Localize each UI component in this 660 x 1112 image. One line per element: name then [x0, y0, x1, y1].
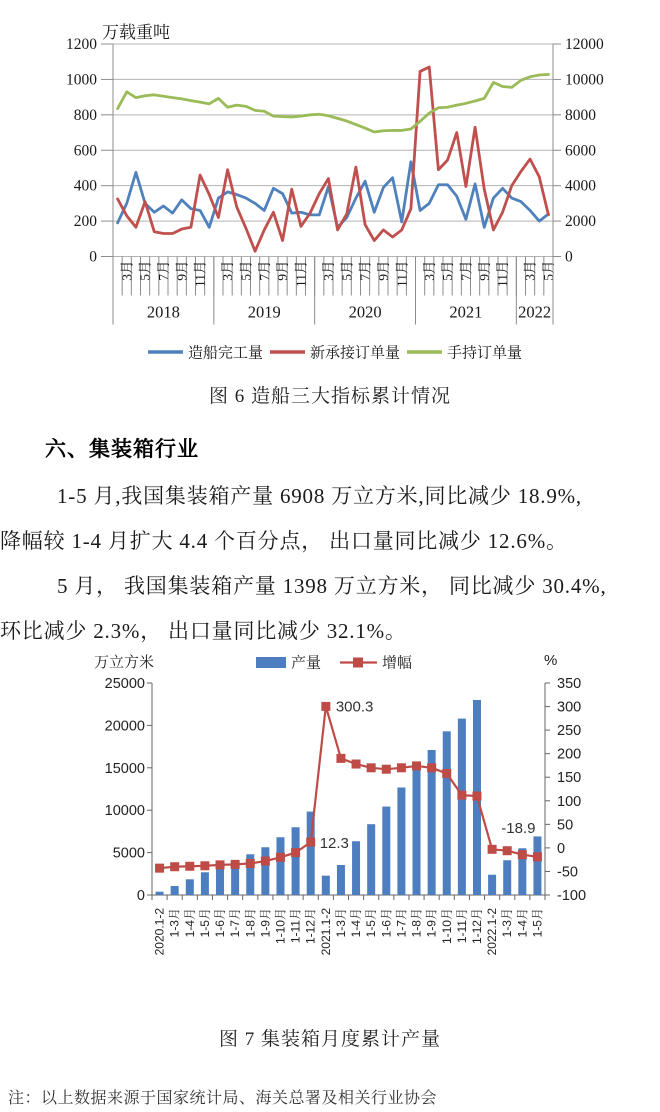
- bar: [171, 886, 179, 895]
- svg-text:10000: 10000: [565, 71, 604, 89]
- annotations: [320, 698, 536, 852]
- line-marker: [200, 861, 209, 870]
- svg-text:1000: 1000: [66, 71, 97, 89]
- svg-text:11月: 11月: [192, 260, 208, 287]
- svg-text:1-3月: 1-3月: [333, 908, 348, 938]
- svg-text:2018: 2018: [146, 302, 180, 322]
- line-marker: [352, 760, 361, 769]
- svg-text:9月: 9月: [275, 260, 291, 281]
- bar: [413, 769, 421, 895]
- line-marker: [367, 763, 376, 772]
- svg-text:600: 600: [73, 142, 97, 160]
- svg-text:1-9月: 1-9月: [424, 908, 439, 938]
- svg-text:5月: 5月: [238, 260, 254, 281]
- fig6-shipbuilding-indicators-chart: [0, 0, 660, 372]
- fig6-legend: [148, 345, 522, 362]
- bar: [352, 841, 360, 895]
- line-marker: [503, 846, 512, 855]
- axes: [101, 44, 561, 296]
- svg-text:9月: 9月: [375, 260, 391, 281]
- svg-text:万载重吨: 万载重吨: [102, 23, 170, 42]
- svg-text:12000: 12000: [565, 36, 604, 53]
- svg-text:2019: 2019: [247, 302, 281, 322]
- svg-text:增幅: 增幅: [382, 654, 413, 672]
- line-marker: [321, 702, 330, 711]
- svg-text:1-4月: 1-4月: [515, 908, 530, 938]
- svg-text:400: 400: [73, 177, 97, 195]
- line-marker: [336, 754, 345, 763]
- svg-text:7月: 7月: [357, 260, 373, 281]
- svg-text:300.3: 300.3: [335, 698, 374, 716]
- svg-text:1-4月: 1-4月: [182, 908, 197, 938]
- line-marker: [276, 853, 285, 862]
- svg-text:200: 200: [73, 213, 97, 231]
- svg-text:2021.1-2: 2021.1-2: [318, 908, 333, 956]
- svg-text:6000: 6000: [565, 142, 596, 160]
- line-marker: [533, 852, 542, 861]
- svg-text:2020: 2020: [348, 302, 382, 322]
- series-line-造船完工量: [118, 162, 549, 228]
- line-marker: [306, 838, 315, 847]
- svg-text:7月: 7月: [458, 260, 474, 281]
- svg-text:11月: 11月: [394, 260, 410, 287]
- svg-text:1-5月: 1-5月: [364, 908, 379, 938]
- svg-text:4000: 4000: [565, 177, 596, 195]
- svg-text:3月: 3月: [320, 260, 336, 281]
- bar: [488, 875, 496, 895]
- bar: [443, 731, 451, 895]
- svg-text:0: 0: [136, 888, 145, 904]
- svg-text:1-5月: 1-5月: [530, 908, 545, 938]
- line-marker: [261, 857, 270, 866]
- svg-text:1-3月: 1-3月: [167, 908, 182, 938]
- svg-text:8000: 8000: [565, 106, 596, 124]
- line-marker: [155, 864, 164, 873]
- line-marker: [246, 859, 255, 868]
- bar: [186, 879, 194, 895]
- line-marker: [412, 761, 421, 770]
- svg-text:2000: 2000: [565, 213, 596, 231]
- line-marker: [427, 763, 436, 772]
- svg-text:1-12月: 1-12月: [303, 908, 318, 945]
- line-marker: [291, 848, 300, 857]
- svg-text:1-6月: 1-6月: [379, 908, 394, 938]
- svg-text:万立方米: 万立方米: [94, 654, 155, 671]
- svg-text:-18.9: -18.9: [501, 819, 536, 837]
- bar: [397, 787, 405, 895]
- line-marker: [442, 769, 451, 778]
- svg-text:25000: 25000: [104, 676, 145, 692]
- fig7-container-output-chart: [0, 650, 660, 990]
- svg-text:1-9月: 1-9月: [258, 908, 273, 938]
- svg-text:1-4月: 1-4月: [349, 908, 364, 938]
- svg-text:3月: 3月: [522, 260, 538, 281]
- svg-text:300: 300: [557, 699, 582, 716]
- gridlines: [113, 44, 553, 257]
- svg-text:1-3月: 1-3月: [500, 908, 515, 938]
- svg-text:1-10月: 1-10月: [439, 908, 454, 945]
- svg-text:1-7月: 1-7月: [394, 908, 409, 938]
- svg-text:12.3: 12.3: [319, 835, 349, 853]
- x-axis-labels: [113, 257, 556, 325]
- svg-text:20000: 20000: [104, 718, 145, 735]
- svg-text:3月: 3月: [421, 260, 437, 281]
- line-marker: [488, 845, 497, 854]
- bar: [382, 807, 390, 895]
- svg-text:1-6月: 1-6月: [213, 908, 228, 938]
- svg-text:5000: 5000: [112, 845, 145, 862]
- svg-text:50: 50: [557, 817, 574, 834]
- svg-text:2022: 2022: [518, 302, 552, 322]
- svg-text:1-11月: 1-11月: [288, 908, 303, 944]
- paragraph-1-line-1: 1-5 月,我国集装箱产量 6908 万立方米,同比减少 18.9%,: [57, 484, 582, 508]
- svg-text:2021: 2021: [449, 302, 483, 322]
- bar: [201, 872, 209, 895]
- svg-text:%: %: [544, 652, 558, 669]
- svg-text:3月: 3月: [220, 260, 236, 281]
- svg-text:0: 0: [565, 248, 573, 266]
- svg-text:150: 150: [557, 770, 582, 787]
- svg-text:350: 350: [557, 676, 582, 692]
- fig6-caption: 图 6 造船三大指标累计情况: [208, 386, 451, 407]
- svg-text:1-5月: 1-5月: [197, 908, 212, 938]
- svg-text:产量: 产量: [291, 654, 322, 672]
- line-marker: [216, 860, 225, 869]
- line-marker: [382, 765, 391, 774]
- svg-text:0: 0: [89, 248, 97, 266]
- svg-text:1-11月: 1-11月: [454, 908, 469, 944]
- svg-text:9月: 9月: [174, 260, 190, 281]
- svg-text:1200: 1200: [66, 36, 97, 53]
- svg-text:手持订单量: 手持订单量: [447, 345, 523, 362]
- svg-text:造船完工量: 造船完工量: [188, 345, 264, 362]
- svg-text:1-10月: 1-10月: [273, 908, 288, 945]
- svg-text:5月: 5月: [440, 260, 456, 281]
- svg-text:10000: 10000: [104, 803, 145, 820]
- bar: [458, 719, 466, 895]
- svg-text:-100: -100: [557, 888, 587, 904]
- bar: [533, 836, 541, 895]
- svg-text:200: 200: [557, 746, 582, 763]
- bar: [503, 860, 511, 895]
- svg-text:1-12月: 1-12月: [469, 908, 484, 945]
- svg-text:7月: 7月: [155, 260, 171, 281]
- line-marker: [170, 862, 179, 871]
- series-line-手持订单量: [118, 74, 549, 132]
- fig7-caption: 图 7 集装箱月度累计产量: [218, 1029, 441, 1050]
- bar: [261, 847, 269, 895]
- bar: [367, 824, 375, 895]
- svg-text:1-8月: 1-8月: [243, 908, 258, 938]
- x-axis-labels: [153, 908, 545, 956]
- svg-text:7月: 7月: [256, 260, 272, 281]
- line-marker: [457, 791, 466, 800]
- svg-text:1-8月: 1-8月: [409, 908, 424, 938]
- svg-text:800: 800: [73, 106, 97, 124]
- svg-text:250: 250: [557, 723, 582, 740]
- bar: [322, 876, 330, 895]
- line-marker: [472, 792, 481, 801]
- svg-text:新承接订单量: 新承接订单量: [310, 345, 401, 362]
- bar: [156, 892, 164, 895]
- legend-swatch-line-marker: [353, 658, 363, 668]
- svg-text:15000: 15000: [104, 760, 145, 777]
- bar: [337, 865, 345, 895]
- section-heading: 六、集装箱行业: [45, 438, 199, 461]
- svg-text:5月: 5月: [540, 260, 556, 281]
- svg-text:2020.1-2: 2020.1-2: [152, 908, 167, 956]
- bar: [276, 837, 284, 895]
- legend-swatch-bar: [256, 657, 286, 668]
- line-marker: [397, 763, 406, 772]
- svg-text:0: 0: [557, 840, 566, 857]
- svg-text:9月: 9月: [476, 260, 492, 281]
- paragraph-2-line-1: 5 月， 我国集装箱产量 1398 万立方米， 同比减少 30.4%,: [57, 574, 607, 598]
- bar: [292, 827, 300, 895]
- svg-text:2022.1-2: 2022.1-2: [485, 908, 500, 956]
- svg-text:5月: 5月: [137, 260, 153, 281]
- line-marker: [185, 862, 194, 871]
- svg-text:11月: 11月: [293, 260, 309, 287]
- svg-text:100: 100: [557, 793, 582, 810]
- paragraph-2-line-2: 环比减少 2.3%， 出口量同比减少 32.1%。: [0, 619, 407, 643]
- bar: [216, 867, 224, 895]
- paragraph-1-line-2: 降幅较 1-4 月扩大 4.4 个百分点， 出口量同比减少 12.6%。: [0, 529, 568, 553]
- svg-text:11月: 11月: [495, 260, 511, 287]
- line-marker: [518, 850, 527, 859]
- axis-labels: [66, 23, 604, 266]
- svg-text:3月: 3月: [119, 260, 135, 281]
- svg-text:-50: -50: [557, 864, 578, 881]
- svg-text:5月: 5月: [339, 260, 355, 281]
- line-marker: [231, 860, 240, 869]
- data-source-footnote: 注：以上数据来源于国家统计局、海关总署及相关行业协会: [8, 1090, 438, 1107]
- fig7-legend: [256, 655, 412, 672]
- svg-text:1-7月: 1-7月: [228, 908, 243, 938]
